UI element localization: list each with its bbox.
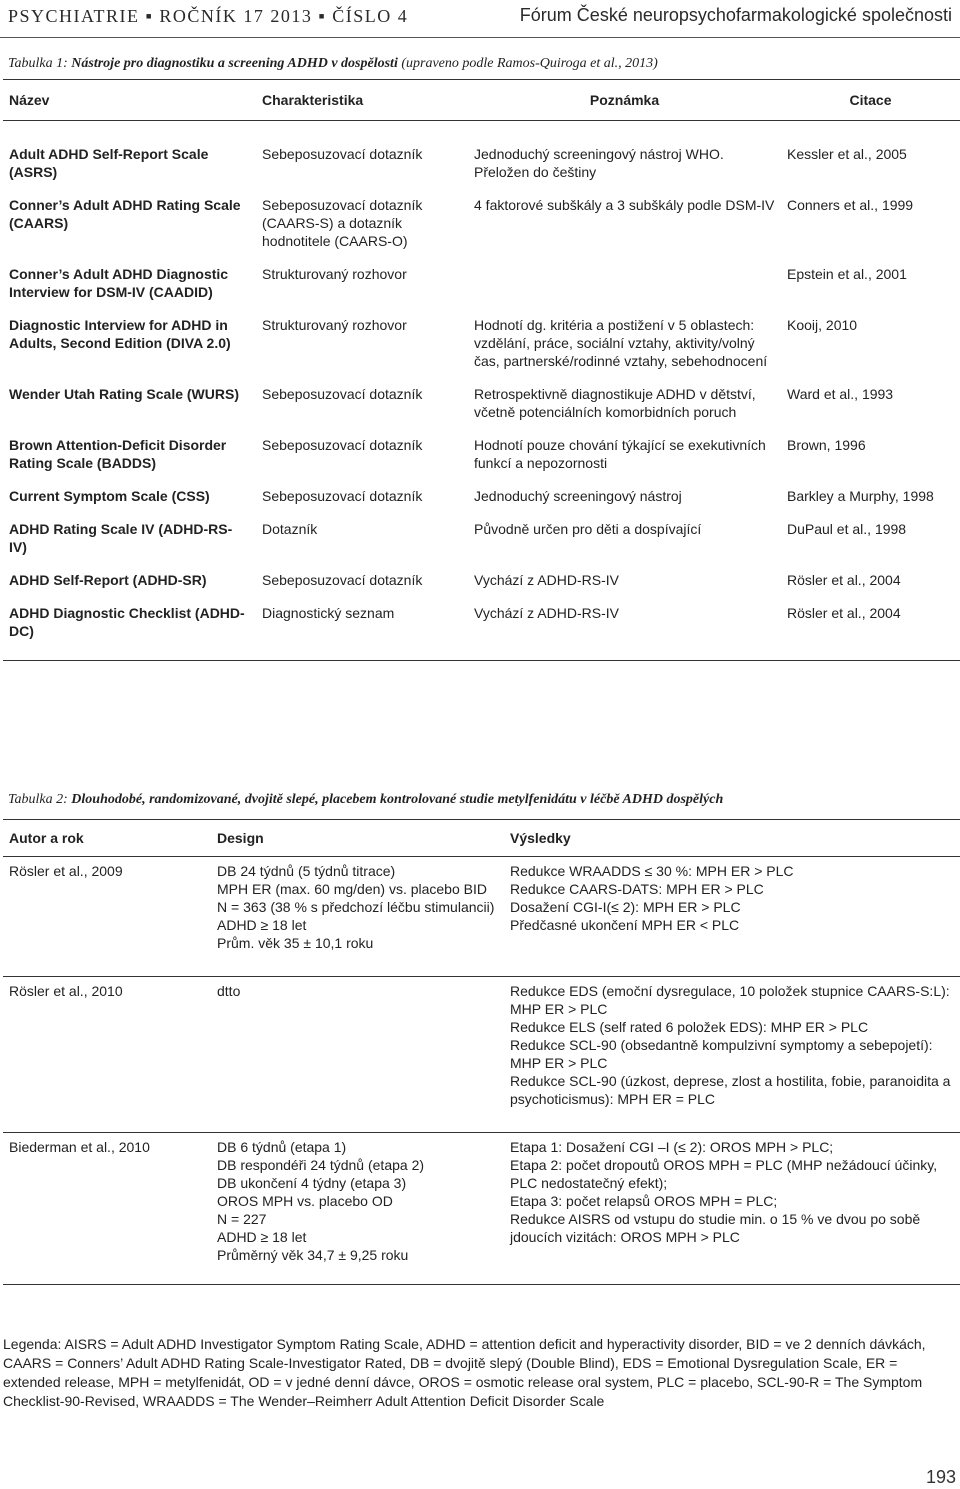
result-line: Redukce SCL-90 (obsedantně kompulzivní symptomy a sebepojetí): MHP ER > PLC: [510, 1037, 933, 1071]
instrument-characteristics: Strukturovaný rozhovor: [262, 317, 407, 333]
instrument-citation: Conners et al., 1999: [787, 197, 914, 213]
table1-col-name: Název: [3, 80, 256, 121]
design-line: ADHD ≥ 18 let: [217, 917, 307, 933]
study-design: [211, 1133, 504, 1285]
table2-caption-label: Tabulka 2:: [8, 792, 68, 807]
design-line: DB 6 týdnů (etapa 1): [217, 1139, 347, 1155]
table1-col-citation: Citace: [781, 80, 960, 121]
page-header: [0, 0, 960, 40]
result-line: Redukce AISRS od vstupu do studie min. o 15 % ve dvou po sobě jdoucích vizitách: OROS MPH > PLC: [510, 1211, 921, 1245]
instrument-citation: Kessler et al., 2005: [787, 146, 907, 162]
table2: [3, 819, 960, 1285]
table-row: [3, 121, 960, 190]
society-title: Fórum České neuropsychofarmakologické společnosti: [519, 5, 952, 25]
instrument-name: Current Symptom Scale (CSS): [9, 488, 210, 504]
result-line: Etapa 2: počet dropoutů OROS MPH = PLC (MHP nežádoucí účinky, PLC nedostatečný efekt);: [510, 1157, 938, 1191]
study-author: Rösler et al., 2010: [3, 977, 211, 1133]
instrument-note: Jednoduchý screeningový nástroj: [474, 488, 682, 504]
design-line: N = 227: [217, 1211, 267, 1227]
design-line: OROS MPH vs. placebo OD: [217, 1193, 393, 1209]
table-row: [3, 977, 960, 1133]
study-author: Biederman et al., 2010: [3, 1133, 211, 1285]
instrument-note: Vychází z ADHD-RS-IV: [468, 597, 781, 661]
study-design: [211, 977, 504, 1133]
table1: [3, 79, 960, 661]
header-divider: [0, 37, 960, 38]
instrument-citation: Ward et al., 1993: [787, 386, 894, 402]
instrument-characteristics: Diagnostický seznam: [256, 597, 468, 661]
table2-col-results: Výsledky: [504, 820, 960, 857]
design-line: DB respondéři 24 týdnů (etapa 2): [217, 1157, 425, 1173]
result-line: Dosažení CGI-I(≤ 2): MPH ER > PLC: [510, 899, 741, 915]
table1-caption: [8, 56, 658, 72]
study-results: [504, 857, 960, 977]
study-results: [504, 1133, 960, 1285]
table-row: [3, 378, 960, 429]
instrument-citation: Rösler et al., 2004: [787, 572, 901, 588]
design-line: N = 363 (38 % s předchozí léčbu stimulancii): [217, 899, 495, 915]
instrument-characteristics: Sebeposuzovací dotazník: [262, 437, 423, 453]
instrument-note: Hodnotí pouze chování týkající se exekutivních funkcí a nepozornosti: [474, 437, 766, 471]
result-line: Etapa 3: počet relapsů OROS MPH = PLC;: [510, 1193, 778, 1209]
page-number: 193: [925, 1467, 956, 1487]
table2-col-design: Design: [211, 820, 504, 857]
table2-header-row: [3, 820, 960, 857]
instrument-note: Jednoduchý screeningový nástroj WHO. Přeložen do češtiny: [474, 146, 724, 180]
instrument-name: ADHD Diagnostic Checklist (ADHD-DC): [3, 597, 256, 661]
instrument-characteristics: Sebeposuzovací dotazník: [262, 488, 423, 504]
instrument-characteristics: Sebeposuzovací dotazník (CAARS-S) a dotazník hodnotitele (CAARS-O): [262, 197, 423, 249]
result-line: Redukce SCL-90 (úzkost, deprese, zlost a hostilita, fobie, paranoidita a psychoticismus): MPH ER = PLC: [510, 1073, 951, 1107]
instrument-note: Hodnotí dg. kritéria a postižení v 5 oblastech: vzdělání, práce, sociální vztahy, aktivity/volný čas, partnerské/rodinné vztahy, sebehodnocení: [474, 317, 768, 369]
design-line: DB ukončení 4 týdny (etapa 3): [217, 1175, 407, 1191]
design-line: MPH ER (max. 60 mg/den) vs. placebo BID: [217, 881, 487, 897]
journal-title: PSYCHIATRIE ▪ ROČNÍK 17 2013 ▪ ČÍSLO 4: [8, 6, 409, 26]
table-row: [3, 258, 960, 309]
legend-text: Legenda: AISRS = Adult ADHD Investigator Symptom Rating Scale, ADHD = attention deficit and hyperactivity disorder, BID = ve 2 denních dávkách, CAARS = Conners’ Adult ADHD Rating Scale-Investigator Rated, DB = dvojitě slepý (Double Blind), EDS = Emotional Dysregulation Scale, ER = extended release, MPH = metylfenidát, OD = v jedné denní dávce, OROS = osmotic release oral system, PLC = placebo, SCL-90-R = The Symptom Checklist-90-Revised, WRAADDS = The Wender–Reimherr Adult Attention Deficit Disorder Scale: [3, 1336, 926, 1409]
table2-col-author: Autor a rok: [3, 820, 211, 857]
instrument-citation: Barkley a Murphy, 1998: [787, 488, 934, 504]
study-results: [504, 977, 960, 1133]
instrument-characteristics: Strukturovaný rozhovor: [262, 266, 407, 282]
instrument-characteristics: Sebeposuzovací dotazník: [262, 386, 423, 402]
table1-caption-label: Tabulka 1:: [8, 56, 68, 71]
table1-caption-note: (upraveno podle Ramos-Quiroga et al., 2013): [401, 56, 658, 71]
table-row: [3, 597, 960, 661]
design-line: DB 24 týdnů (5 týdnů titrace): [217, 863, 396, 879]
instrument-name: Wender Utah Rating Scale (WURS): [9, 386, 239, 402]
result-line: Předčasné ukončení MPH ER < PLC: [510, 917, 740, 933]
table-row: [3, 189, 960, 258]
table1-header-row: [3, 80, 960, 121]
table-row: [3, 309, 960, 378]
table-row: [3, 480, 960, 513]
instrument-citation: Kooij, 2010: [787, 317, 858, 333]
design-line: dtto: [217, 983, 241, 999]
instrument-citation: Rösler et al., 2004: [781, 597, 960, 661]
instrument-citation: Epstein et al., 2001: [787, 266, 907, 282]
design-line: ADHD ≥ 18 let: [217, 1229, 307, 1245]
design-line: Průměrný věk 34,7 ± 9,25 roku: [217, 1247, 409, 1263]
result-line: Redukce EDS (emoční dysregulace, 10 položek stupnice CAARS-S:L): MHP ER > PLC: [510, 983, 950, 1017]
study-author: Rösler et al., 2009: [3, 857, 211, 977]
instrument-characteristics: Dotazník: [262, 521, 318, 537]
table1-col-characteristics: Charakteristika: [256, 80, 468, 121]
instrument-citation: DuPaul et al., 1998: [787, 521, 907, 537]
study-design: [211, 857, 504, 977]
table-row: [3, 1133, 960, 1285]
instrument-name: ADHD Rating Scale IV (ADHD-RS-IV): [9, 521, 233, 555]
instrument-name: Conner’s Adult ADHD Rating Scale (CAARS): [9, 197, 241, 231]
instrument-name: ADHD Self-Report (ADHD-SR): [9, 572, 207, 588]
instrument-note: [468, 258, 781, 309]
instrument-name: Diagnostic Interview for ADHD in Adults, Second Edition (DIVA 2.0): [9, 317, 231, 351]
table-row: [3, 429, 960, 480]
instrument-note: Retrospektivně diagnostikuje ADHD v dětství, včetně potenciálních komorbidních poruch: [474, 386, 756, 420]
instrument-name: Conner’s Adult ADHD Diagnostic Interview for DSM-IV (CAADID): [9, 266, 229, 300]
table2-caption-title: Dlouhodobé, randomizované, dvojitě slepé, placebem kontrolované studie metylfenidátu v léčbě ADHD dospělých: [71, 792, 724, 807]
table-row: [3, 513, 960, 564]
table2-caption: [8, 792, 723, 808]
result-line: Redukce WRAADDS ≤ 30 %: MPH ER > PLC: [510, 863, 794, 879]
instrument-characteristics: Sebeposuzovací dotazník: [262, 572, 423, 588]
instrument-note: Původně určen pro děti a dospívající: [474, 521, 702, 537]
table-row: [3, 857, 960, 977]
instrument-characteristics: Sebeposuzovací dotazník: [262, 146, 423, 162]
instrument-note: Vychází z ADHD-RS-IV: [474, 572, 619, 588]
instrument-name: Adult ADHD Self-Report Scale (ASRS): [9, 146, 209, 180]
instrument-name: Brown Attention-Deficit Disorder Rating Scale (BADDS): [9, 437, 227, 471]
result-line: Redukce ELS (self rated 6 položek EDS): MHP ER > PLC: [510, 1019, 869, 1035]
result-line: Etapa 1: Dosažení CGI –I (≤ 2): OROS MPH > PLC;: [510, 1139, 834, 1155]
table1-col-note: Poznámka: [468, 80, 781, 121]
instrument-citation: Brown, 1996: [787, 437, 866, 453]
table1-caption-title: Nástroje pro diagnostiku a screening ADHD v dospělosti: [71, 56, 398, 71]
design-line: Prům. věk 35 ± 10,1 roku: [217, 935, 374, 951]
result-line: Redukce CAARS-DATS: MPH ER > PLC: [510, 881, 764, 897]
table-row: [3, 564, 960, 597]
instrument-note: 4 faktorové subškály a 3 subškály podle DSM-IV: [474, 197, 775, 213]
